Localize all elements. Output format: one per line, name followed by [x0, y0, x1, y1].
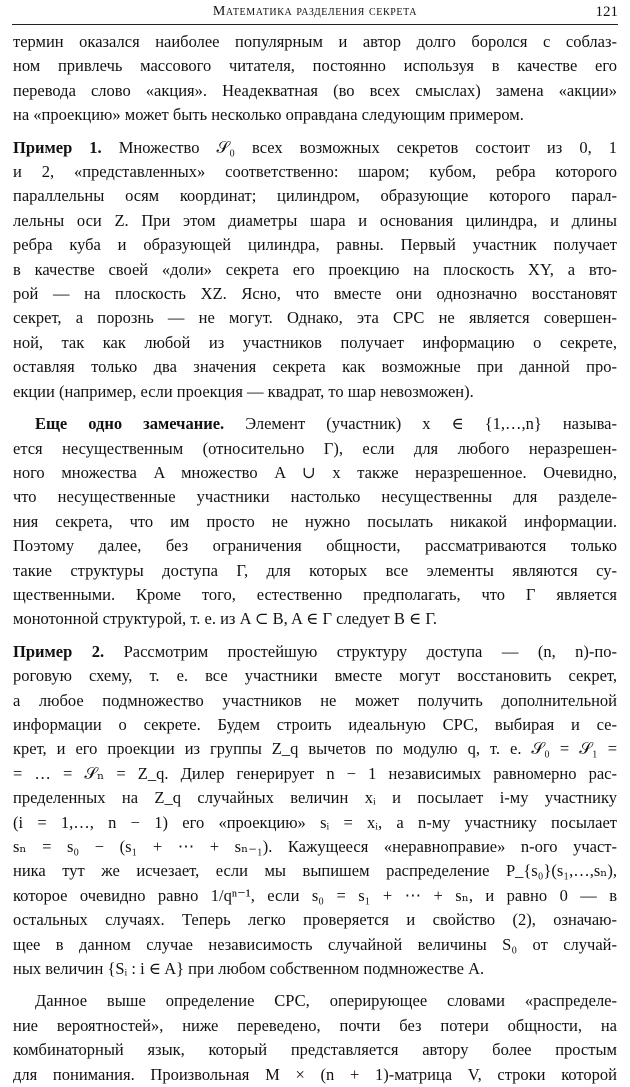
- text-line: параллельны осям координат; цилиндром, образующие которого парал-: [13, 186, 617, 206]
- text-line: термин оказался наиболее популярным и автор долго боролся с соблаз-: [13, 32, 617, 51]
- body-text: [13, 30, 617, 1087]
- text-line: Рассмотрим простейшую структуру доступа — (n, n)-по-: [104, 641, 617, 661]
- text-line: пределенных на Z_q случайных величин xᵢ и посылает i-му участнику: [13, 788, 617, 808]
- example-heading: Пример 1.: [13, 137, 102, 157]
- text-line: на «проекцию» может быть несколько оправдана следующим примером.: [13, 105, 524, 125]
- page-number: 121: [595, 4, 618, 20]
- text-line: ребра куба и образующей цилиндра, равны. Первый участник получает: [13, 235, 617, 255]
- text-line: (i = 1,…, n − 1) его «проекцию» sᵢ = xᵢ, а n-му участнику посылает: [13, 812, 617, 832]
- text-line: перевода слово «акция». Неадекватная (во всех смыслах) замена «акции»: [13, 80, 617, 100]
- paragraph-example-2: [13, 640, 617, 982]
- text-line: секрет, а порознь — не могут. Однако, эта СРС не является совершен-: [13, 308, 617, 328]
- text-line: ном привлечь массового читателя, постоянно используя в качестве его: [13, 56, 617, 76]
- text-line: Элемент (участник) x ∈ {1,…,n} называ-: [224, 414, 617, 434]
- text-line: которое очевидно равно 1/qⁿ⁻¹, если s₀ = s₁ + ⋯ + sₙ, и равно 0 — в: [13, 885, 617, 905]
- text-line: что несущественные участники настолько несущественны для разделе-: [13, 487, 617, 507]
- text-line: Множество 𝒮₀ всех возможных секретов состоит из 0, 1: [101, 137, 617, 157]
- text-line: рой — на плоскость XZ. Ясно, что вместе они однозначно восстановят: [13, 284, 617, 304]
- text-line: и 2, «представленных» соответственно: шаром; кубом, ребра которого: [13, 162, 617, 182]
- text-line: Данное выше определение СРС, оперирующее словами «распределе-: [35, 991, 617, 1011]
- text-line: лельны оси Z. При этом диаметры шара и основания цилиндра, и длины: [13, 210, 617, 230]
- paragraph: [13, 30, 617, 128]
- text-line: = … = 𝒮ₙ = Z_q. Дилер генерирует n − 1 независимых равномерно рас-: [13, 763, 617, 783]
- text-line: щее в данном случае независимость случайной величины S₀ от случай-: [13, 934, 617, 954]
- text-line: екции (например, если проекция — квадрат, то шар невозможен).: [13, 381, 474, 401]
- text-line: ника тут же исчезает, если мы выпишем распределение P_{s₀}(s₁,…,sₙ),: [13, 861, 617, 881]
- text-line: в качестве своей «доли» секрета его проекцию на плоскость XY, а вто-: [13, 259, 617, 279]
- text-line: комбинаторный язык, который представляется автору более простым: [13, 1040, 617, 1060]
- remark-heading: Еще одно замечание.: [35, 414, 225, 434]
- text-line: монотонной структурой, т. е. из A ⊂ B, A ∈ Γ следует B ∈ Γ.: [13, 609, 438, 629]
- text-line: роговую схему, т. е. все участники вместе могут восстановить секрет,: [13, 666, 617, 686]
- paragraph: [13, 989, 617, 1087]
- text-line: ных величин {Sᵢ : i ∈ A} при любом собственном подмножестве A.: [13, 959, 485, 979]
- paragraph-remark: [13, 412, 617, 632]
- text-line: ния секрета, что им просто не нужно посылать никакой информации.: [13, 511, 617, 531]
- text-line: ного множества A множество A ∪ x также неразрешенное. Очевидно,: [13, 462, 617, 482]
- text-line: ной, так как любой из участников получает информацию о секрете,: [13, 332, 617, 352]
- text-line: Поэтому далее, без ограничения общности, рассматриваются только: [13, 536, 617, 556]
- page-header: [0, 2, 630, 24]
- text-line: такие структуры доступа Γ, для которых все элементы являются су-: [13, 560, 617, 580]
- paragraph-example-1: [13, 136, 617, 404]
- header-rule: [12, 24, 618, 25]
- text-line: для понимания. Произвольная M × (n + 1)-матрица V, строки которой: [13, 1064, 617, 1084]
- text-line: информации о секрете. Будем строить идеальную СРС, выбирая и се-: [13, 714, 617, 734]
- running-head: Математика разделения секрета: [212, 4, 418, 19]
- text-line: а любое подмножество участников не может получить дополнительной: [13, 690, 617, 710]
- example-heading: Пример 2.: [13, 641, 105, 661]
- text-line: щественными. Кроме того, естественно предполагать, что Γ является: [13, 584, 617, 604]
- text-line: ние вероятностей», ниже переведено, почти без потери общности, на: [13, 1015, 617, 1035]
- text-line: крет, и его проекции из группы Z_q вычетов по модулю q, т. е. 𝒮₀ = 𝒮₁ =: [13, 739, 617, 759]
- text-line: оставляя только два значения секрета как возможные при данной про-: [13, 357, 617, 377]
- text-line: ется несущественным (относительно Γ), если для любого неразрешен-: [13, 438, 617, 458]
- text-line: sₙ = s₀ − (s₁ + ⋯ + sₙ₋₁). Кажущееся «неравноправие» n-ого участ-: [13, 837, 617, 856]
- text-line: остальных случаях. Теперь легко проверяется и свойство (2), означаю-: [13, 910, 617, 930]
